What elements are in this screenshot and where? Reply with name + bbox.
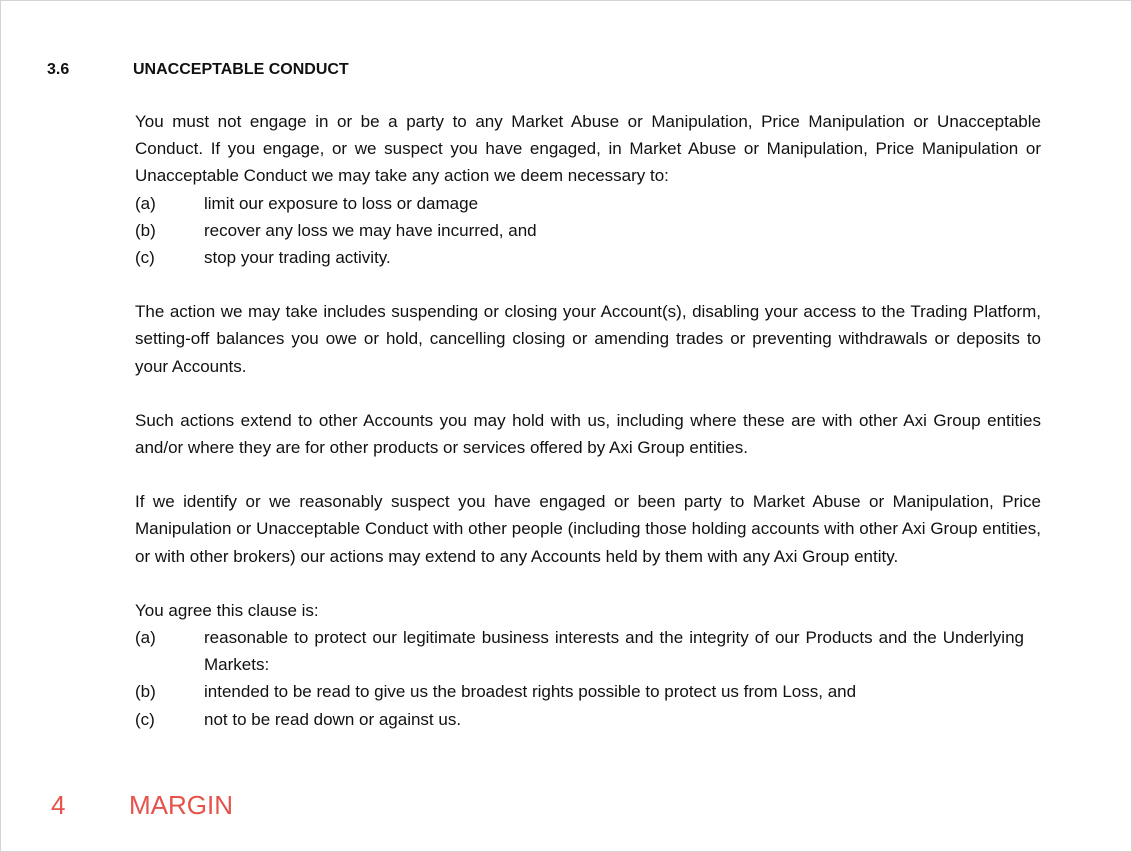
- intro-paragraph: You must not engage in or be a party to any Market Abuse or Manipulation, Price Manipulation or Unacceptable Conduct. If you engage, or we suspect you have engaged, in Market Abuse or Manipulation, Price Manipulation or Unacceptable Conduct we may take any action we deem necessary to:: [135, 112, 1041, 186]
- list-item: [135, 244, 1041, 271]
- list-item-label: (a): [135, 628, 156, 648]
- section-heading: [47, 59, 349, 81]
- list-item: [135, 706, 1041, 733]
- list-item: [135, 624, 1041, 678]
- list-item-label: (b): [135, 220, 156, 240]
- section-title: UNACCEPTABLE CONDUCT: [133, 61, 349, 78]
- list-item-text: recover any loss we may have incurred, and: [204, 220, 537, 240]
- next-section-number: 4: [51, 790, 66, 820]
- paragraph-spacer: [135, 461, 1041, 488]
- next-section-heading: [51, 788, 233, 822]
- list-item-label: (c): [135, 709, 155, 729]
- next-section-title: MARGIN: [129, 790, 233, 820]
- list-item: [135, 217, 1041, 244]
- paragraph-spacer: [135, 570, 1041, 597]
- list-item-label: (a): [135, 193, 156, 213]
- list-item-label: (c): [135, 248, 155, 268]
- list-item-label: (b): [135, 682, 156, 702]
- agree-intro: You agree this clause is:: [135, 600, 319, 620]
- section-body: [135, 108, 1041, 733]
- section-number: 3.6: [47, 61, 70, 78]
- list-item-text: limit our exposure to loss or damage: [204, 193, 479, 213]
- list-item-text: not to be read down or against us.: [204, 709, 462, 729]
- paragraph-spacer: [135, 271, 1041, 298]
- list-item-text: reasonable to protect our legitimate business interests and the integrity of our Products and the Underlying Markets:: [204, 628, 1024, 675]
- extend-paragraph: Such actions extend to other Accounts you may hold with us, including where these are with other Axi Group entities and/or where they are for other products or services offered by Axi Group entities.: [135, 410, 1041, 458]
- list-item: [135, 190, 1041, 217]
- others-paragraph: If we identify or we reasonably suspect you have engaged or been party to Market Abuse or Manipulation, Price Manipulation or Unacceptable Conduct with other people (including those holding accounts with other Axi Group entities, or with other brokers) our actions may extend to any Accounts held by them with any Axi Group entity.: [135, 492, 1041, 566]
- list-item-text: intended to be read to give us the broadest rights possible to protect us from Loss, and: [204, 682, 857, 702]
- list-item: [135, 678, 1041, 705]
- list-item-text: stop your trading activity.: [204, 248, 391, 268]
- paragraph-spacer: [135, 380, 1041, 407]
- actions-paragraph: The action we may take includes suspending or closing your Account(s), disabling your access to the Trading Platform, setting-off balances you owe or hold, cancelling closing or amending trades or preventing withdrawals or deposits to your Accounts.: [135, 302, 1041, 376]
